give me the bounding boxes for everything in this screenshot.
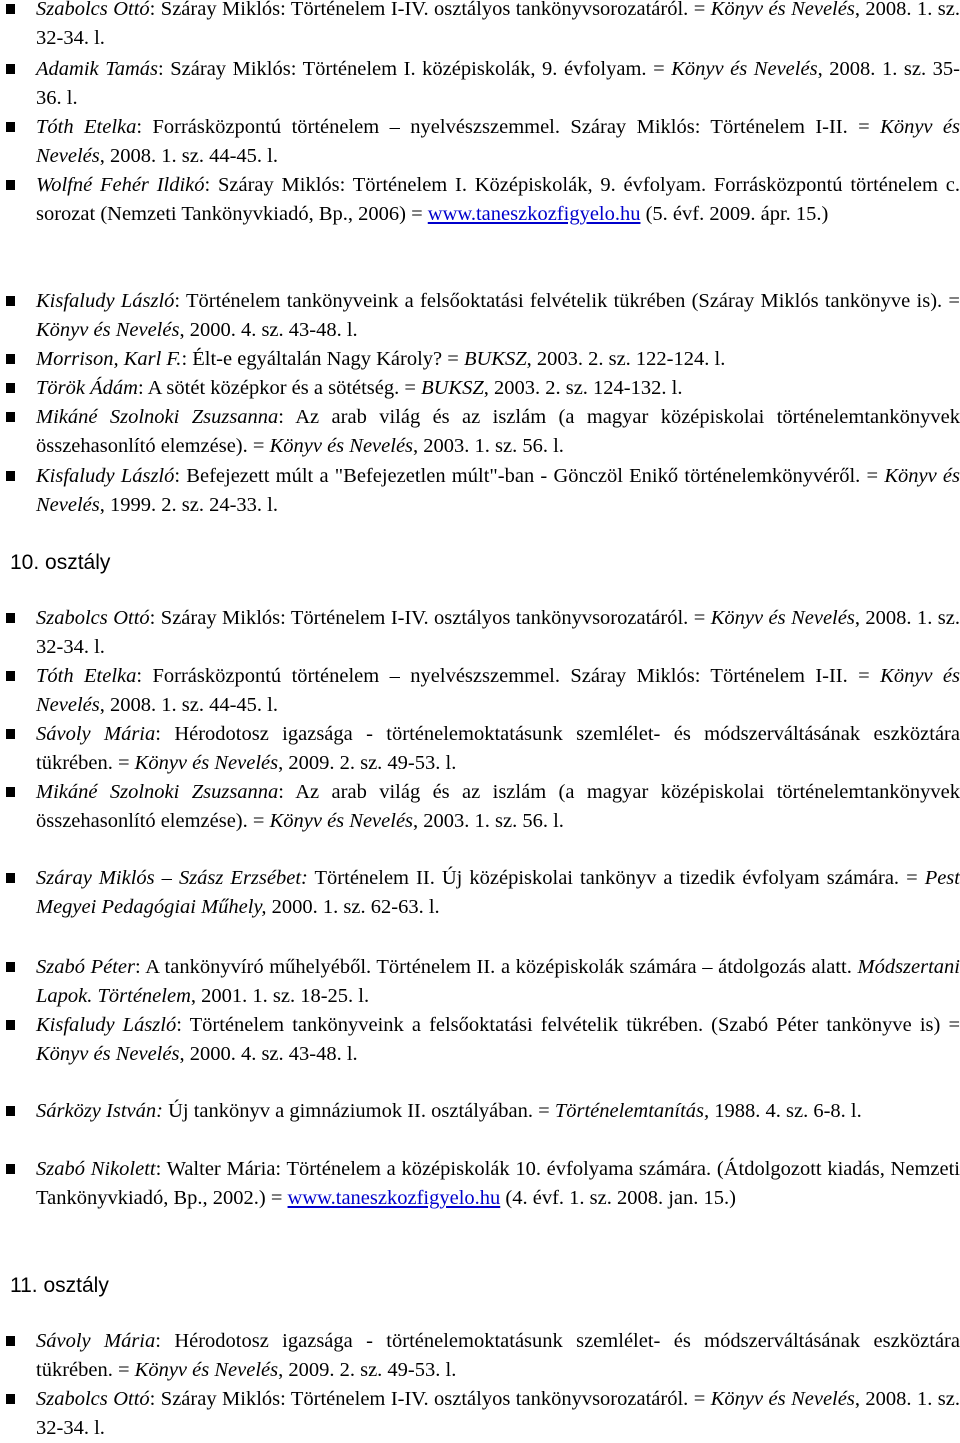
entry-text: : Az arab világ és az iszlám (a magyar középiskolai történelemtankönyvek összehasonlító elemzése). = <box>36 406 960 457</box>
entry-author: Kisfaludy László <box>36 290 175 312</box>
entry-text: , 2003. 2. sz. 124-132. l. <box>483 377 683 399</box>
entry-text: , 2009. 2. sz. 49-53. l. <box>278 752 457 774</box>
entry-text: , 2000. 4. sz. 43-48. l. <box>179 319 358 341</box>
entry-author: Sárközy István: <box>36 1100 163 1122</box>
entry-author: Kisfaludy László <box>36 465 175 487</box>
entry-author: Szabó Péter <box>36 956 136 978</box>
taneszkozfigyelo-link[interactable]: www.taneszkozfigyelo.hu <box>287 1187 501 1209</box>
entry-text: : Száray Miklós: Történelem I-IV. osztályos tankönyvsorozatáról. = <box>149 0 711 20</box>
entry-text: Történelem II. Új középiskolai tankönyv a tizedik évfolyam számára. = <box>307 867 925 889</box>
section-heading-grade-11: 11. osztály <box>10 1274 109 1297</box>
entry-text: , 2003. 1. sz. 56. l. <box>413 435 564 457</box>
entry-text: , 2008. 1. sz. 32-34. l. <box>36 0 960 49</box>
entry-text: : Forrásközpontú történelem – nyelvészszemmel. Száray Miklós: Történelem I-II. = <box>136 116 881 138</box>
journal-title: Könyv és Nevelés <box>36 319 180 341</box>
entry-text: : Történelem tankönyveink a felsőoktatási felvételik tükrében (Száray Miklós tankönyve is). = <box>174 290 960 312</box>
entry-author: Száray Miklós – Szász Erzsébet: <box>36 867 308 889</box>
journal-title: Könyv és Nevelés <box>36 116 960 167</box>
bibliography-entry <box>36 953 960 1011</box>
entry-text: : Hérodotosz igazsága - történelemoktatásunk szemlélet- és módszerváltásának eszköztára tükrében. = <box>36 723 960 774</box>
entry-author: Szabolcs Ottó <box>36 0 150 20</box>
journal-title: Pest Megyei Pedagógiai Műhely, <box>36 867 960 918</box>
bibliography-entry <box>36 374 960 403</box>
journal-title: Könyv és Nevelés <box>269 435 414 457</box>
bibliography-entry <box>36 403 960 461</box>
entry-text: : Száray Miklós: Történelem I-IV. osztályos tankönyvsorozatáról. = <box>149 1388 711 1410</box>
entry-text: : Hérodotosz igazsága - történelemoktatásunk szemlélet- és módszerváltásának eszköztára tükrében. = <box>36 1330 960 1381</box>
bibliography-entry <box>36 1011 960 1069</box>
entry-author: Szabó Nikolett <box>36 1158 156 1180</box>
journal-title: Könyv és Nevelés <box>269 810 414 832</box>
entry-author: Adamik Tamás <box>36 58 158 80</box>
taneszkozfigyelo-link[interactable]: www.taneszkozfigyelo.hu <box>427 203 641 225</box>
bibliography-entry <box>36 113 960 171</box>
bibliography-entry <box>36 0 960 53</box>
entry-text: : Történelem tankönyveink a felsőoktatási felvételik tükrében. (Szabó Péter tankönyve is) = <box>176 1014 960 1036</box>
entry-text: : Élt-e egyáltalán Nagy Károly? = <box>181 348 464 370</box>
entry-text: , 2003. 1. sz. 56. l. <box>413 810 564 832</box>
entry-text: , 2003. 2. sz. 122-124. l. <box>526 348 726 370</box>
bibliography-entry <box>36 604 960 662</box>
entry-author: Wolfné Fehér Ildikó <box>36 174 205 196</box>
entry-text: (5. évf. 2009. ápr. 15.) <box>640 203 829 225</box>
journal-title: Könyv és Nevelés <box>36 465 960 516</box>
bibliography-entry <box>36 720 960 778</box>
journal-title: Könyv és Nevelés <box>671 58 818 80</box>
entry-text: , 2009. 2. sz. 49-53. l. <box>278 1359 457 1381</box>
bibliography-entry <box>36 864 960 922</box>
entry-author: Kisfaludy László <box>36 1014 177 1036</box>
entry-author: Sávoly Mária <box>36 1330 156 1352</box>
bibliography-entry <box>36 287 960 345</box>
bibliography-entry <box>36 662 960 720</box>
entry-text: , 2008. 1. sz. 35-36. l. <box>36 58 960 109</box>
journal-title: Könyv és Nevelés <box>134 752 279 774</box>
entry-text: , 2008. 1. sz. 44-45. l. <box>99 694 278 716</box>
bibliography-entry <box>36 1097 960 1126</box>
entry-text: , 2008. 1. sz. 32-34. l. <box>36 607 960 658</box>
entry-text: : A tankönyvíró műhelyéből. Történelem II. a középiskolák számára – átdolgozás alatt. <box>135 956 858 978</box>
entry-author: Szabolcs Ottó <box>36 607 150 629</box>
bibliography-entry <box>36 345 960 374</box>
bibliography-entry <box>36 1385 960 1443</box>
journal-title: Könyv és Nevelés <box>710 607 855 629</box>
journal-title: Könyv és Nevelés <box>134 1359 279 1381</box>
entry-text: : Száray Miklós: Történelem I-IV. osztályos tankönyvsorozatáról. = <box>149 607 711 629</box>
bibliography-entry <box>36 778 960 836</box>
entry-author: Mikáné Szolnoki Zsuzsanna <box>36 406 279 428</box>
entry-text: , 2001. 1. sz. 18-25. l. <box>190 985 370 1007</box>
journal-title: Módszertani Lapok. Történelem <box>36 956 960 1007</box>
entry-text: , 2008. 1. sz. 32-34. l. <box>36 1388 960 1439</box>
entry-author: Török Ádám <box>36 377 138 399</box>
entry-text: : Száray Miklós: Történelem I. Középiskolák, 9. évfolyam. Forrásközpontú történelem c. sorozat (Nemzeti Tankönyvkiadó, Bp., 2006) = <box>36 174 960 225</box>
entry-author: Mikáné Szolnoki Zsuzsanna <box>36 781 279 803</box>
section-heading-grade-10: 10. osztály <box>10 551 111 574</box>
entry-text: , 2008. 1. sz. 44-45. l. <box>99 145 278 167</box>
entry-text: : Az arab világ és az iszlám (a magyar középiskolai történelemtankönyvek összehasonlító elemzése). = <box>36 781 960 832</box>
entry-text: : Befejezett múlt a "Befejezetlen múlt"-ban - Gönczöl Enikő történelemkönyvéről. = <box>174 465 885 487</box>
entry-author: Morrison, Karl F. <box>36 348 182 370</box>
journal-title: BUKSZ <box>421 377 484 399</box>
bibliography-entry <box>36 462 960 520</box>
bibliography-entry <box>36 1327 960 1385</box>
bibliography-entry <box>36 171 960 229</box>
bibliography-entry <box>36 55 960 113</box>
entry-text: 1988. 4. sz. 6-8. l. <box>709 1100 862 1122</box>
entry-text: , 1999. 2. sz. 24-33. l. <box>99 494 278 516</box>
entry-text: (4. évf. 1. sz. 2008. jan. 15.) <box>500 1187 736 1209</box>
entry-author: Tóth Etelka <box>36 116 137 138</box>
entry-author: Tóth Etelka <box>36 665 137 687</box>
entry-text: : Száray Miklós: Történelem I. középiskolák, 9. évfolyam. = <box>158 58 672 80</box>
entry-text: : Forrásközpontú történelem – nyelvészszemmel. Száray Miklós: Történelem I-II. = <box>136 665 881 687</box>
entry-text: , 2000. 4. sz. 43-48. l. <box>179 1043 358 1065</box>
entry-author: Szabolcs Ottó <box>36 1388 150 1410</box>
entry-text: : Walter Mária: Történelem a középiskolák 10. évfolyama számára. (Átdolgozott kiadás, Nemzeti Tankönyvkiadó, Bp., 2002.) = <box>36 1158 960 1209</box>
journal-title: Könyv és Nevelés <box>710 1388 855 1410</box>
entry-text: 2000. 1. sz. 62-63. l. <box>266 896 440 918</box>
journal-title: Könyv és Nevelés <box>710 0 855 20</box>
entry-text: : A sötét középkor és a sötétség. = <box>137 377 422 399</box>
entry-author: Sávoly Mária <box>36 723 156 745</box>
journal-title: Történelemtanítás, <box>554 1100 710 1122</box>
bibliography-entry <box>36 1155 960 1213</box>
journal-title: BUKSZ <box>463 348 527 370</box>
entry-text: Új tankönyv a gimnáziumok II. osztályában. = <box>162 1100 555 1122</box>
journal-title: Könyv és Nevelés <box>36 665 960 716</box>
journal-title: Könyv és Nevelés <box>36 1043 180 1065</box>
